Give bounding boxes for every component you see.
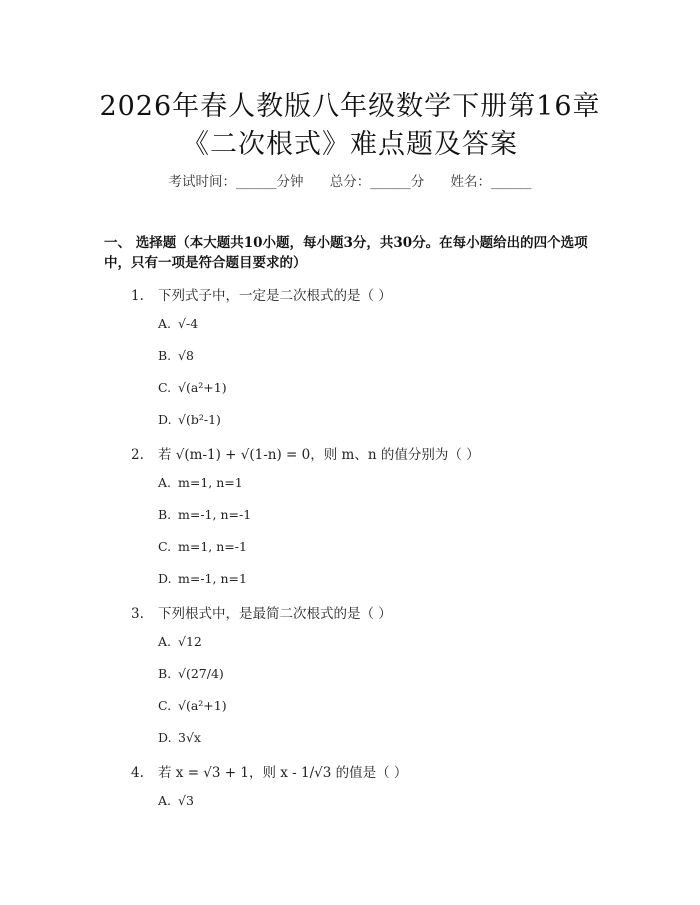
option-text: √(b²-1) (178, 412, 221, 427)
section-heading-choice: 一、 选择题（本大题共10小题，每小题3分，共30分。在每小题给出的四个选项中，只有一项是符合题目要求的） (104, 235, 588, 271)
option-label: C. (158, 539, 172, 554)
question-number: 1. (131, 288, 144, 304)
question-3-option-a (158, 634, 202, 649)
option-label: B. (158, 348, 172, 363)
question-text: 下列式子中，一定是二次根式的是（ ） (158, 288, 392, 304)
question-number: 4. (131, 765, 144, 781)
option-text: √8 (178, 348, 194, 363)
option-text: √12 (178, 634, 202, 649)
student-name-field: 姓名：______ (450, 174, 532, 190)
document-title-line-1: 2026年春人教版八年级数学下册第16章 (99, 91, 601, 122)
option-label: A. (158, 634, 172, 649)
question-2-option-c (158, 539, 247, 554)
question-text: 若 √(m-1) + √(1-n) = 0，则 m、n 的值分别为（ ） (158, 447, 480, 463)
question-1-option-a (158, 316, 198, 331)
question-1-option-b (158, 348, 194, 363)
option-label: A. (158, 475, 172, 490)
question-3-option-b (158, 666, 224, 681)
question-2 (131, 443, 480, 463)
option-text: 3√x (178, 730, 201, 745)
option-label: D. (158, 730, 172, 745)
question-2-option-b (158, 507, 251, 522)
question-1-option-c (158, 380, 227, 395)
option-label: C. (158, 380, 172, 395)
question-1-option-d (158, 412, 221, 427)
option-label: C. (158, 698, 172, 713)
question-4 (131, 761, 407, 781)
exam-time-field: 考试时间：______分钟 (168, 174, 304, 190)
question-4-option-a (158, 793, 194, 808)
document-title-line-2: 《二次根式》难点题及答案 (182, 129, 518, 160)
question-1 (131, 284, 392, 304)
option-text: m=-1, n=-1 (178, 507, 252, 522)
question-number: 3. (131, 606, 144, 622)
option-text: m=1, n=-1 (178, 539, 247, 554)
question-3-option-c (158, 698, 227, 713)
option-label: A. (158, 316, 172, 331)
question-text: 若 x = √3 + 1，则 x - 1/√3 的值是（ ） (158, 765, 408, 781)
option-label: B. (158, 507, 172, 522)
option-label: B. (158, 666, 172, 681)
option-text: √(a²+1) (178, 698, 227, 713)
question-number: 2. (131, 447, 144, 463)
option-label: D. (158, 571, 172, 586)
question-3-option-d (158, 730, 201, 745)
question-2-option-d (158, 571, 247, 586)
exam-info-line (0, 170, 700, 190)
question-text: 下列根式中，是最简二次根式的是（ ） (158, 606, 392, 622)
option-text: m=1, n=1 (178, 475, 243, 490)
question-3 (131, 602, 392, 622)
option-text: √(27/4) (178, 666, 224, 681)
option-text: m=-1, n=1 (178, 571, 247, 586)
option-text: √3 (178, 793, 194, 808)
exam-score-field: 总分：______分 (329, 174, 425, 190)
option-text: √(a²+1) (178, 380, 227, 395)
option-label: A. (158, 793, 172, 808)
option-label: D. (158, 412, 172, 427)
question-2-option-a (158, 475, 243, 490)
option-text: √-4 (178, 316, 199, 331)
